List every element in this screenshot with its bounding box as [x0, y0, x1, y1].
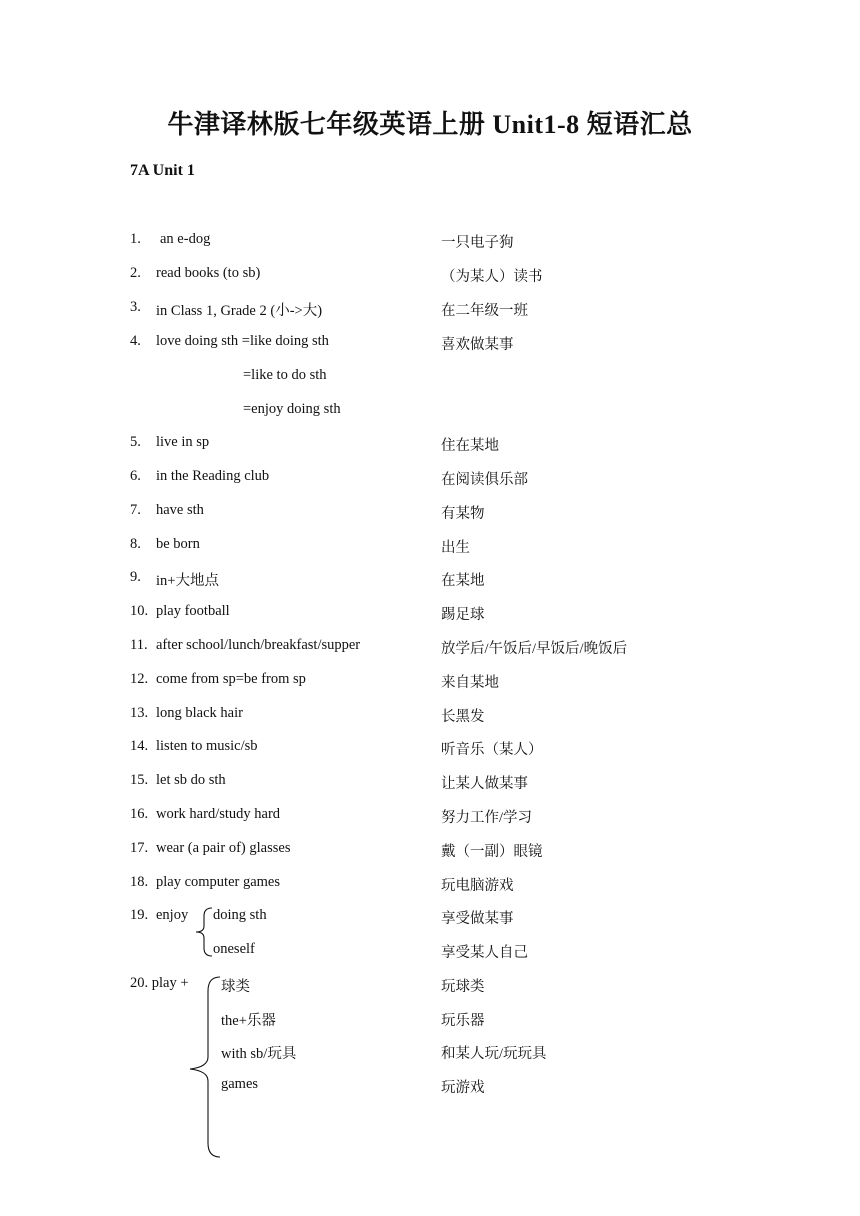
item-chinese: 出生: [441, 540, 470, 556]
item-chinese: 喜欢做某事: [441, 337, 514, 353]
item-english: love doing sth =like doing sth: [156, 333, 329, 349]
item-verb: enjoy: [156, 907, 189, 923]
item-chinese: 玩球类: [441, 979, 485, 995]
list-item: [0, 231, 860, 251]
list-item-continuation: [0, 401, 860, 421]
list-item-20: [0, 975, 860, 995]
item-chinese: 一只电子狗: [441, 235, 514, 251]
item-number: 15.: [130, 772, 149, 788]
item-english: come from sp=be from sp: [156, 671, 306, 687]
item-english: wear (a pair of) glasses: [156, 840, 291, 856]
page-title: 牛津译林版七年级英语上册 Unit1-8 短语汇总: [167, 110, 693, 139]
item-chinese: （为某人）读书: [441, 269, 543, 285]
item-chinese: 住在某地: [441, 438, 499, 454]
item-number: 1.: [130, 231, 141, 247]
item-chinese: 玩游戏: [441, 1080, 485, 1096]
item-english: play computer games: [156, 874, 281, 890]
item-english: in Class 1, Grade 2 (小->大): [156, 303, 323, 319]
item-english: have sth: [156, 502, 204, 518]
list-item: [0, 603, 860, 623]
item-chinese: 戴（一副）眼镜: [441, 844, 543, 860]
item-chinese: 长黑发: [441, 709, 485, 725]
item-lead: 20. play +: [130, 975, 189, 991]
item-chinese: 享受某人自己: [441, 945, 528, 961]
list-item: [0, 772, 860, 792]
item-number: 16.: [130, 806, 149, 822]
item-chinese: 听音乐（某人）: [441, 742, 543, 758]
item-number: 11.: [130, 637, 148, 653]
list-item-19-option: [0, 941, 860, 961]
item-chinese: 在二年级一班: [441, 303, 528, 319]
item-chinese: 玩乐器: [441, 1013, 485, 1029]
item-option: 球类: [221, 979, 250, 995]
list-item: [0, 840, 860, 860]
item-chinese: 在某地: [441, 573, 485, 589]
list-item: [0, 434, 860, 454]
item-number: 7.: [130, 502, 141, 518]
item-chinese: 享受做某事: [441, 911, 514, 927]
item-english: long black hair: [156, 705, 243, 721]
list-item-19: [0, 907, 860, 927]
item-number: 2.: [130, 265, 141, 281]
item-chinese: 放学后/午饭后/早饭后/晚饭后: [441, 641, 628, 657]
item-chinese: 努力工作/学习: [441, 810, 533, 826]
item-english: in the Reading club: [156, 468, 270, 484]
item-option: with sb/玩具: [221, 1046, 297, 1062]
list-item: [0, 468, 860, 488]
list-item-20-option: [0, 1009, 860, 1029]
item-number: 12.: [130, 671, 149, 687]
list-item-20-option: [0, 1042, 860, 1062]
item-english: live in sp: [156, 434, 210, 450]
item-number: 13.: [130, 705, 149, 721]
item-number: 8.: [130, 536, 141, 552]
item-english: listen to music/sb: [156, 738, 258, 754]
item-number: 4.: [130, 333, 141, 349]
list-item: [0, 502, 860, 522]
item-english: an e-dog: [160, 231, 211, 247]
curly-brace-icon: [190, 906, 214, 958]
item-english: read books (to sb): [156, 265, 261, 281]
item-english: =enjoy doing sth: [243, 401, 341, 417]
item-number: 17.: [130, 840, 149, 856]
item-number: 19.: [130, 907, 149, 923]
list-item: [0, 637, 860, 657]
item-english: in+大地点: [156, 573, 219, 589]
list-item: [0, 738, 860, 758]
item-number: 5.: [130, 434, 141, 450]
item-option: doing sth: [213, 907, 267, 923]
item-option: the+乐器: [221, 1013, 276, 1029]
list-item: [0, 536, 860, 556]
unit-heading: 7A Unit 1: [130, 162, 195, 179]
list-item-continuation: [0, 367, 860, 387]
list-item: [0, 265, 860, 285]
list-item: [0, 874, 860, 894]
item-chinese: 和某人玩/玩玩具: [441, 1046, 547, 1062]
item-number: 3.: [130, 299, 141, 315]
item-chinese: 有某物: [441, 506, 485, 522]
item-english: after school/lunch/breakfast/supper: [156, 637, 361, 653]
item-english: =like to do sth: [243, 367, 327, 383]
item-number: 18.: [130, 874, 149, 890]
list-item: [0, 806, 860, 826]
curly-brace-icon: [188, 975, 222, 1159]
list-item: [0, 705, 860, 725]
item-number: 14.: [130, 738, 149, 754]
list-item: [0, 671, 860, 691]
item-chinese: 来自某地: [441, 675, 499, 691]
item-number: 10.: [130, 603, 149, 619]
list-item: [0, 333, 860, 353]
item-english: work hard/study hard: [156, 806, 281, 822]
item-chinese: 踢足球: [441, 607, 485, 623]
item-number: 9.: [130, 569, 141, 585]
item-chinese: 让某人做某事: [441, 776, 528, 792]
item-english: let sb do sth: [156, 772, 226, 788]
list-item: [0, 569, 860, 589]
item-english: play football: [156, 603, 230, 619]
list-item: [0, 299, 860, 319]
item-chinese: 玩电脑游戏: [441, 878, 514, 894]
item-option: oneself: [213, 941, 255, 957]
item-english: be born: [156, 536, 200, 552]
item-option: games: [221, 1076, 259, 1092]
item-number: 6.: [130, 468, 141, 484]
item-chinese: 在阅读俱乐部: [441, 472, 528, 488]
list-item-20-option: [0, 1076, 860, 1096]
